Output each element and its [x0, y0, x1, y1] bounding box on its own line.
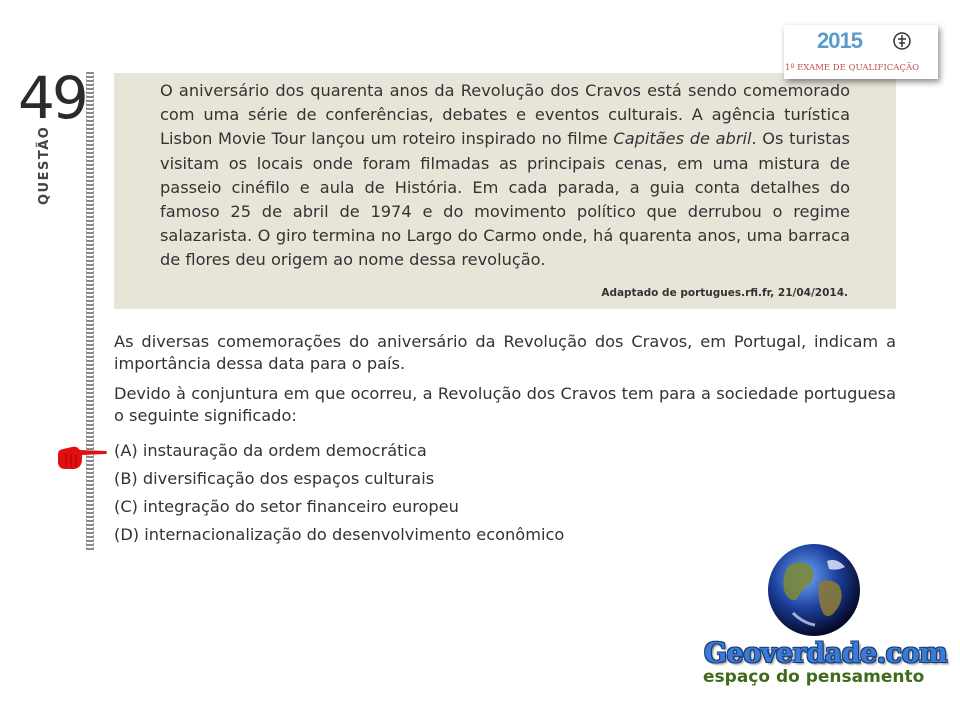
option-b[interactable]: (B) diversificação dos espaços culturais — [114, 469, 435, 488]
passage-text — [160, 79, 850, 273]
seal-icon — [892, 31, 912, 51]
option-d[interactable]: (D) internacionalização do desenvolvimento econômico — [114, 525, 565, 544]
passage-source: Adaptado de portugues.rfi.fr, 21/04/2014. — [601, 287, 848, 299]
decorative-chain-divider — [86, 72, 94, 550]
passage-text-after: . Os turistas visitam os locais onde foram filmadas as principais cenas, em uma mistura de passeio cinéfilo e aula de História. Em cada parada, a guia conta detalhes do famoso 25 de abril de 1974 e do movimento político que derrubou o regime salazarista. O giro termina no Largo do Carmo onde, há quarenta anos, uma barraca de flores deu origem ao nome dessa revolução. — [160, 129, 850, 270]
question-number: 49 — [18, 64, 86, 132]
question-stem-paragraph-1: As diversas comemorações do aniversário da Revolução dos Cravos, em Portugal, indicam a importância dessa data para o país. — [114, 332, 896, 373]
passage-film-title: Capitães de abril — [613, 129, 752, 149]
site-logo-name[interactable]: Geoverdade.com — [704, 638, 948, 669]
badge-year: 2015 — [817, 28, 862, 53]
question-label: QUESTÃO — [37, 125, 52, 205]
option-a[interactable]: (A) instauração da ordem democrática — [114, 441, 427, 460]
exam-badge — [784, 25, 938, 79]
globe-icon — [767, 543, 861, 637]
option-c[interactable]: (C) integração do setor financeiro europeu — [114, 497, 459, 516]
question-stem-paragraph-2: Devido à conjuntura em que ocorreu, a Revolução dos Cravos tem para a sociedade portuguesa o seguinte significado: — [114, 384, 896, 425]
pointing-hand-icon — [56, 442, 108, 472]
site-logo-tagline: espaço do pensamento — [703, 667, 925, 687]
passage-text-before: O aniversário dos quarenta anos da Revolução dos Cravos está sendo comemorado com uma série de conferências, debates e eventos culturais. A agência turística Lisbon Movie Tour lançou um roteiro inspirado no filme — [160, 81, 850, 149]
badge-caption: 1º EXAME DE QUALIFICAÇÃO — [785, 63, 920, 73]
